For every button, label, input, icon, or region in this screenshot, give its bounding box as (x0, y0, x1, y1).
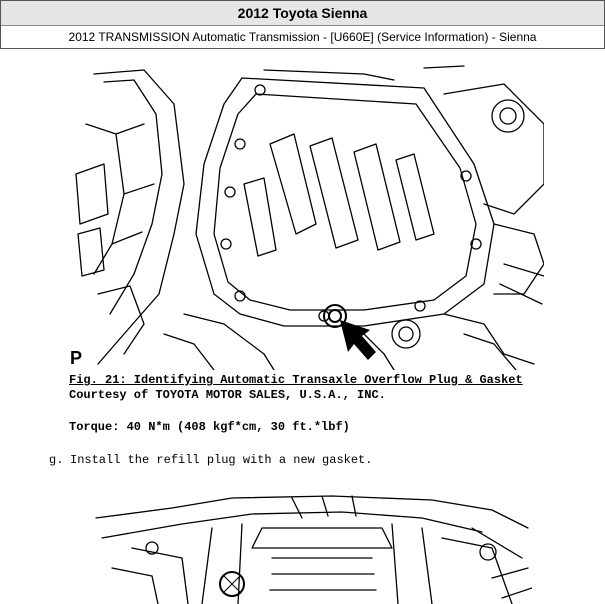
vehicle-title: 2012 Toyota Sienna (1, 1, 604, 26)
section-title: 2012 TRANSMISSION Automatic Transmission - [U660E] (Service Information) - Sienna (1, 26, 604, 48)
torque-spec: Torque: 40 N*m (408 kgf*cm, 30 ft.*lbf) (69, 420, 350, 434)
step-letter: g. (49, 453, 64, 467)
document-header (0, 0, 605, 49)
refill-plug-illustration (92, 488, 532, 604)
figure-courtesy: Courtesy of TOYOTA MOTOR SALES, U.S.A., INC. (69, 388, 386, 402)
figure-view-label: P (70, 348, 83, 368)
transaxle-pan-illustration (64, 64, 544, 370)
step-instruction: Install the refill plug with a new gasket. (70, 453, 373, 467)
figure-caption: Fig. 21: Identifying Automatic Transaxle Overflow Plug & Gasket (69, 373, 523, 387)
